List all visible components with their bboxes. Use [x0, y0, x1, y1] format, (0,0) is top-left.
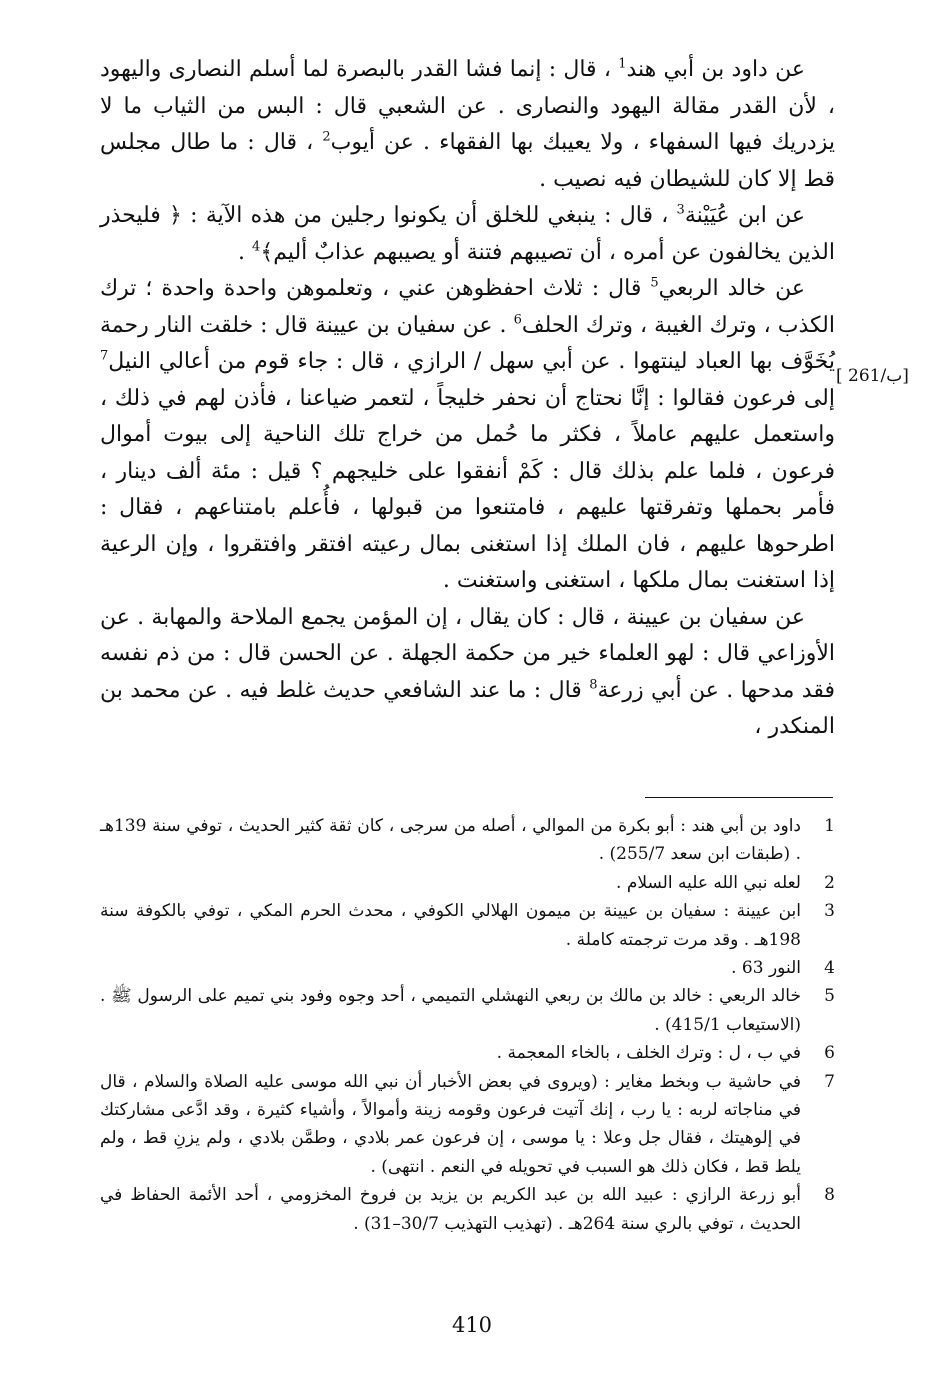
- text-run: إلى فرعون فقالوا : إنَّا نحتاج أن نحفر خليجاً ، لتعمر ضياعنا ، فأذن لهم في ذلك ، واستعمل عليهم عاملاً ، فكثر ما حُمل من خراج تلك الناحية إلى بيوت أموال فرعون ، فلما علم بذلك قال : كَمْ أنفقوا على خليجهم ؟ قيل : مئة ألف دينار ، فأمر بحملها وتفرقتها عليهم ، فامتنعوا من قبولها ، فأُعلم بامتناعهم ، فقال : اطرحوها عليهم ، فان الملك إذا استغنى بمال رعيته افتقر وافتقروا ، وإن الرعية إذا استغنت بمال ملكها ، استغنى واستغنت .: [100, 385, 835, 593]
- footnote-separator: [645, 797, 833, 798]
- text-run: عن خالد الربعي: [658, 276, 806, 301]
- footnote-number: 7: [824, 1071, 835, 1092]
- footnotes: [100, 812, 835, 1238]
- footnote: [100, 869, 835, 897]
- paragraph: [100, 271, 835, 600]
- page-number: 410: [451, 1313, 493, 1337]
- footnote-text: النور 63 .: [731, 958, 801, 979]
- main-text: [100, 52, 835, 746]
- footnote: [100, 812, 835, 869]
- footnote-ref[interactable]: 5: [650, 275, 659, 291]
- footnote-number: 3: [824, 901, 835, 922]
- footnote-text: لعله نبي الله عليه السلام .: [616, 872, 801, 893]
- paragraph: [100, 52, 835, 198]
- text-run: ، قال : إنما فشا القدر بالبصرة لما أسلم النصارى واليهود ، لأن القدر مقالة اليهود والنصارى . عن الشعبي قال : البس من الثياب ما لا يزدريك فيها السفهاء ، ولا يعيبك بها الفقهاء . عن أيوب: [100, 57, 835, 155]
- footnote-ref[interactable]: 3: [676, 202, 685, 218]
- footnote: [100, 1039, 835, 1067]
- footnote-ref[interactable]: 8: [589, 677, 598, 693]
- footnote-ref[interactable]: 6: [513, 312, 522, 328]
- text-run: قال : ثلاث احفظوهن عني ، وتعلموهن واحدة واحدة ؛ ترك الكذب ، وترك الغيبة ، وترك الحلف: [100, 276, 835, 338]
- footnote-number: 6: [824, 1043, 835, 1064]
- text-run: قال : ما عند الشافعي حديث غلط فيه . عن محمد بن المنكدر ،: [100, 677, 835, 739]
- footnote-text: في حاشية ب وبخط مغاير : (ويروى في بعض الأخبار أن نبي الله موسى عليه الصلاة والسلام ، قال في مناجاته لربه : يا رب ، إنك آتيت فرعون وقومه زينة وأموالاً ، وأشياء كثيرة ، وقد ادَّعى مشاركتك في إلوهيتك ، فقال جل وعلا : يا موسى ، إن فرعون عمر بلادي ، وطمَّن بلادي ، ولم يزنِ قط ، ولم يلط قط ، فكان ذلك هو السبب في تحويله في النعم . انتهى) .: [100, 1071, 801, 1177]
- footnote-text: في ب ، ل : وترك الخلف ، بالخاء المعجمة .: [496, 1043, 801, 1064]
- footnote: [100, 897, 835, 954]
- text-run: ، قال : ما طال مجلس قط إلا كان للشيطان فيه نصيب .: [100, 130, 835, 192]
- text-run: عن ابن عُيَيْنة: [684, 203, 806, 228]
- paragraph: [100, 600, 835, 746]
- text-run: ، قال : ينبغي للخلق أن يكونوا رجلين من هذه الآية : ﴿ فليحذر الذين يخالفون عن أمره ، أن تصيبهم فتنة أو يصيبهم عذابٌ أليم﴾: [100, 203, 835, 265]
- footnote: [100, 1181, 835, 1238]
- footnote-number: 4: [824, 958, 835, 979]
- footnote-number: 2: [824, 872, 835, 893]
- footnote: [100, 954, 835, 982]
- text-run: .: [238, 239, 253, 265]
- text-run: عن داود بن أبي هند: [626, 57, 805, 82]
- footnote-number: 1: [824, 816, 835, 836]
- footnote: [100, 1068, 835, 1182]
- text-run: عن سفيان بن عيينة ، قال : كان يقال ، إن المؤمن يجمع الملاحة والمهابة . عن الأوزاعي قال : لهو العلماء خير من حكمة الجهلة . عن الحسن قال : من ذم نفسه فقد مدحها . عن أبي زرعة: [100, 604, 835, 703]
- footnote-number: 8: [824, 1185, 835, 1206]
- footnote-ref[interactable]: 2: [322, 129, 331, 145]
- footnote-text: ابن عيينة : سفيان بن عيينة بن ميمون الهلالي الكوفي ، محدث الحرم المكي ، توفي بالكوفة سنة 198هـ . وقد مرت ترجمته كاملة .: [100, 901, 801, 950]
- footnote-ref[interactable]: 7: [100, 348, 109, 364]
- footnote-text: داود بن أبي هند : أبو بكرة من الموالي ، أصله من سرجى ، كان ثقة كثير الحديث ، توفي سنة 139هـ . (طبقات ابن سعد 255/7) .: [100, 816, 801, 865]
- paragraph: [100, 198, 835, 271]
- footnote-ref[interactable]: 1: [618, 56, 627, 72]
- manuscript-folio-marker: [ 261/ب]: [836, 366, 909, 386]
- footnote-ref[interactable]: 4: [252, 239, 261, 255]
- footnote: [100, 982, 835, 1039]
- footnote-text: خالد الربعي : خالد بن مالك بن ربعي النهشلي التميمي ، أحد وجوه وفود بني تميم على الرسول ﷺ . (الاستيعاب 415/1) .: [100, 986, 801, 1035]
- text-run: . عن سفيان بن عيينة قال : خلقت النار رحمة يُخَوَّف بها العباد لينتهوا . عن أبي سهل / الرازي ، قال : جاء قوم من أعالي النيل: [100, 312, 835, 374]
- footnote-text: أبو زرعة الرازي : عبيد الله بن عبد الكريم بن يزيد بن فروخ المخزومي ، أحد الأئمة الحفاظ في الحديث ، توفي بالري سنة 264هـ . (تهذيب التهذيب 30/7–31) .: [100, 1185, 801, 1234]
- footnote-number: 5: [824, 986, 835, 1007]
